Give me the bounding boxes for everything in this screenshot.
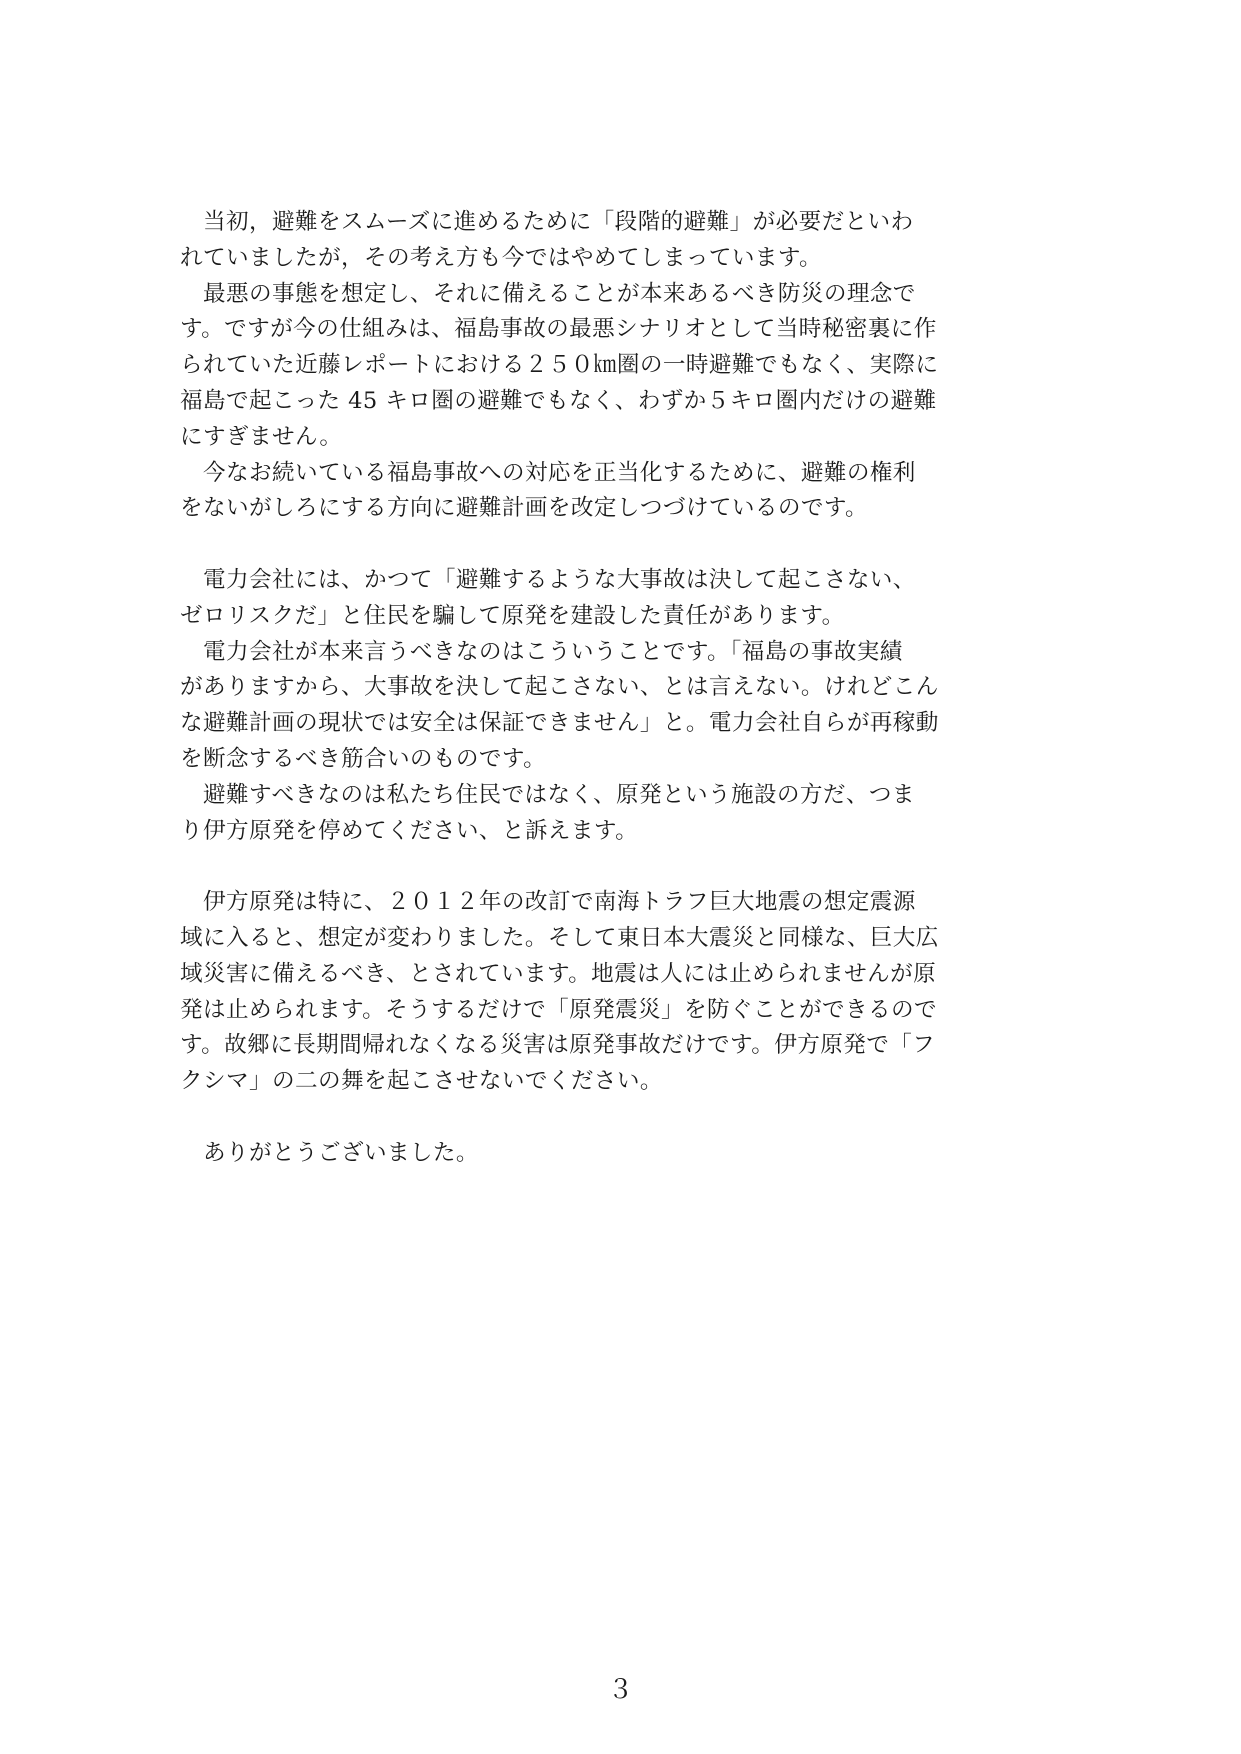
paragraph-break (180, 849, 1060, 885)
text-line: 当初，避難をスムーズに進めるために「段階的避難」が必要だといわ (180, 209, 914, 235)
page-number: ３ (607, 1675, 634, 1705)
text-line: にすぎません。 (180, 423, 343, 450)
text-line: をないがしろにする方向に避難計画を改定しつづけているのです。 (180, 495, 869, 522)
text-line: り伊方原発を停めてください、と訴えます。 (180, 817, 639, 844)
text-line: 域に入ると、想定が変わりました。そして東日本大震災と同様な、巨大広 (180, 924, 939, 951)
text-line: がありますから、大事故を決して起こさない、とは言えない。けれどこん (180, 674, 939, 701)
paragraph-break (180, 527, 1060, 563)
text-line: られていた近藤レポートにおける２５０㎞圏の一時避難でもなく、実際に (180, 352, 939, 379)
text-line: 電力会社が本来言うべきなのはこういうことです。「福島の事故実績 (180, 638, 903, 665)
text-line: 域災害に備えるべき、とされています。地震は人には止められませんが原 (180, 960, 937, 987)
text-line: 発は止められます。そうするだけで「原発震災」を防ぐことができるので (180, 996, 937, 1023)
text-line: れていましたが，その考え方も今ではやめてしまっています。 (180, 244, 823, 271)
paragraph-break (180, 1100, 1060, 1136)
text-line: 福島で起こった 45 キロ圏の避難でもなく、わずか５キロ圏内だけの避難 (180, 387, 937, 414)
text-line: 電力会社には、かつて「避難するような大事故は決して起こさない、 (180, 566, 916, 593)
text-line: クシマ」の二の舞を起こさせないでください。 (180, 1068, 663, 1095)
body-text (180, 205, 1060, 1172)
text-line: 今なお続いている福島事故への対応を正当化するために、避難の権利 (180, 459, 916, 486)
text-line: ゼロリスクだ」と住民を騙して原発を建設した責任があります。 (180, 602, 845, 629)
text-line: ありがとうございました。 (180, 1139, 479, 1166)
text-line: 伊方原発は特に、２０１２年の改訂で南海トラフ巨大地震の想定震源 (180, 889, 916, 916)
text-line: す。ですが今の仕組みは、福島事故の最悪シナリオとして当時秘密裏に作 (180, 316, 937, 343)
text-line: を断念するべき筋合いのものです。 (180, 745, 547, 772)
text-line: す。故郷に長期間帰れなくなる災害は原発事故だけです。伊方原発で「フ (180, 1032, 936, 1059)
text-line: 最悪の事態を想定し、それに備えることが本来あるべき防災の理念で (180, 280, 916, 307)
text-line: な避難計画の現状では安全は保証できません」と。電力会社自らが再稼動 (180, 710, 939, 737)
text-line: 避難すべきなのは私たち住民ではなく、原発という施設の方だ、つま (180, 781, 915, 808)
